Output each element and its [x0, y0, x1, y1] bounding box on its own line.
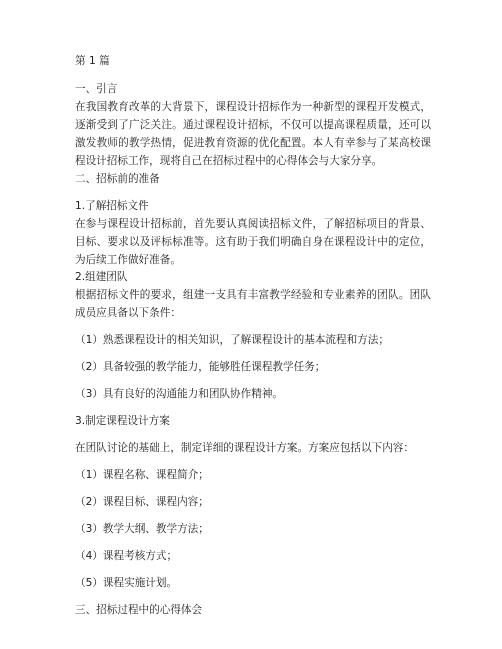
- intro-paragraph: 在我国教育改革的大背景下，课程设计招标作为一种新型的课程开发模式，逐渐受到了广泛关注。通过课程设计招标，不仅可以提高课程质量，还可以激发教师的教学热情，促进教育资源的优化配置。本人有幸参与了某高校课程设计招标工作，现将自己在招标过程中的心得体会与大家分享。: [75, 101, 431, 167]
- subsection-heading-plan: 3.制定课程设计方案: [75, 415, 170, 427]
- chapter-title: 第 1 篇: [75, 55, 110, 67]
- section-heading-intro: 一、引言: [75, 83, 118, 95]
- plan-item-5: （5）课程实施计划。: [75, 577, 178, 589]
- read-docs-paragraph: 在参与课程设计招标前，首先要认真阅读招标文件，了解招标项目的背景、目标、要求以及评标标准等。这有助于我们明确自身在课程设计中的定位，为后续工作做好准备。: [75, 218, 431, 266]
- plan-item-1: （1）课程名称、课程简介；: [75, 469, 209, 481]
- team-condition-2: （2）具备较强的教学能力，能够胜任课程教学任务；: [75, 361, 326, 373]
- subsection-heading-read-docs: 1.了解招标文件: [75, 200, 149, 212]
- team-condition-3: （3）具有良好的沟通能力和团队协作精神。: [75, 388, 284, 400]
- subsection-heading-team: 2.组建团队: [75, 271, 128, 283]
- plan-item-4: （4）课程考核方式；: [75, 550, 178, 562]
- section-heading-preparation: 二、招标前的准备: [75, 173, 160, 185]
- team-paragraph: 根据招标文件的要求，组建一支具有丰富教学经验和专业素养的团队。团队成员应具备以下条件：: [75, 289, 431, 319]
- plan-item-3: （3）教学大纲、教学方法；: [75, 523, 209, 535]
- plan-item-2: （2）课程目标、课程内容；: [75, 496, 209, 508]
- section-heading-experience: 三、招标过程中的心得体会: [75, 604, 203, 616]
- plan-paragraph: 在团队讨论的基础上，制定详细的课程设计方案。方案应包括以下内容：: [75, 442, 414, 454]
- team-condition-1: （1）熟悉课程设计的相关知识，了解课程设计的基本流程和方法；: [75, 334, 389, 346]
